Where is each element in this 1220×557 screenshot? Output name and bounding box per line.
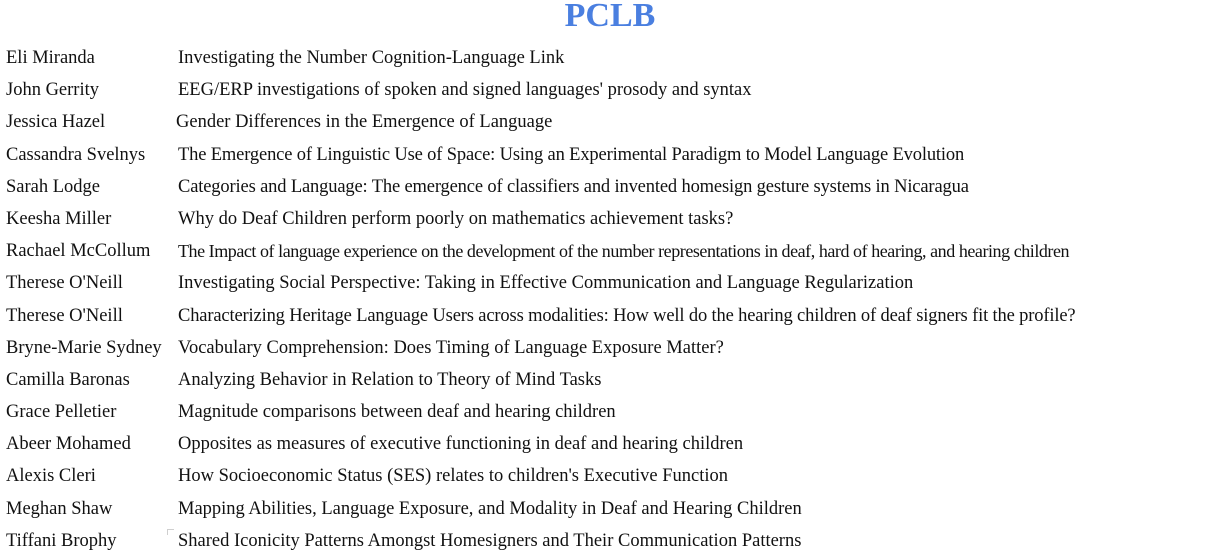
project-title: Characterizing Heritage Language Users across modalities: How well do the hearing children of deaf signers fit the profile? (178, 305, 1076, 326)
project-title: Categories and Language: The emergence of classifiers and invented homesign gesture systems in Nicaragua (178, 176, 969, 197)
list-item (0, 332, 1220, 364)
student-name: Grace Pelletier (6, 402, 117, 423)
project-title: Investigating the Number Cognition-Language Link (178, 48, 565, 68)
project-title: The Emergence of Linguistic Use of Space: Using an Experimental Paradigm to Model Language Evolution (178, 144, 965, 165)
student-name: Abeer Mohamed (6, 434, 131, 455)
project-title: Analyzing Behavior in Relation to Theory of Mind Tasks (178, 369, 602, 390)
project-title: Mapping Abilities, Language Exposure, and Modality in Deaf and Hearing Children (178, 498, 802, 519)
list-item (0, 493, 1220, 525)
student-name: Alexis Cleri (6, 466, 96, 487)
student-name: Jessica Hazel (6, 112, 106, 133)
project-title: Gender Differences in the Emergence of Language (176, 112, 553, 133)
student-name: Eli Miranda (6, 48, 95, 68)
student-name: John Gerrity (6, 80, 99, 101)
student-name: Rachael McCollum (6, 241, 151, 262)
student-name: Therese O'Neill (6, 273, 123, 294)
list-item (0, 203, 1220, 235)
project-title: Magnitude comparisons between deaf and hearing children (178, 402, 616, 423)
student-name: Sarah Lodge (6, 176, 101, 197)
student-name: Keesha Miller (6, 208, 112, 229)
student-name: Therese O'Neill (6, 305, 123, 326)
list-item (0, 525, 1220, 557)
list-item (0, 74, 1220, 106)
student-name: Bryne-Marie Sydney (6, 337, 162, 358)
list-item (0, 428, 1220, 460)
project-title: Opposites as measures of executive functioning in deaf and hearing children (178, 434, 744, 455)
project-list (0, 42, 1220, 557)
list-item (0, 235, 1220, 267)
project-title: How Socioeconomic Status (SES) relates to children's Executive Function (178, 466, 729, 487)
list-item (0, 396, 1220, 428)
student-name: Meghan Shaw (6, 498, 113, 519)
list-item (0, 364, 1220, 396)
list-item (0, 42, 1220, 74)
project-title: Investigating Social Perspective: Taking in Effective Communication and Language Regularization (178, 273, 914, 294)
list-item (0, 267, 1220, 299)
project-title: EEG/ERP investigations of spoken and signed languages' prosody and syntax (178, 80, 752, 101)
list-item (0, 460, 1220, 492)
page-title: PCLB (564, 0, 656, 34)
list-item (0, 300, 1220, 332)
list-item (0, 139, 1220, 171)
student-name: Camilla Baronas (6, 369, 130, 390)
project-title: The Impact of language experience on the development of the number representations in deaf, hard of hearing, and hearing children (178, 241, 1070, 262)
student-name: Tiffani Brophy (6, 530, 117, 551)
student-name: Cassandra Svelnys (6, 144, 146, 165)
broken-image-marker (167, 529, 174, 535)
list-item (0, 171, 1220, 203)
project-title: Vocabulary Comprehension: Does Timing of Language Exposure Matter? (178, 337, 724, 358)
project-title: Why do Deaf Children perform poorly on mathematics achievement tasks? (178, 208, 734, 229)
project-title: Shared Iconicity Patterns Amongst Homesigners and Their Communication Patterns (178, 530, 802, 551)
list-item (0, 106, 1220, 138)
